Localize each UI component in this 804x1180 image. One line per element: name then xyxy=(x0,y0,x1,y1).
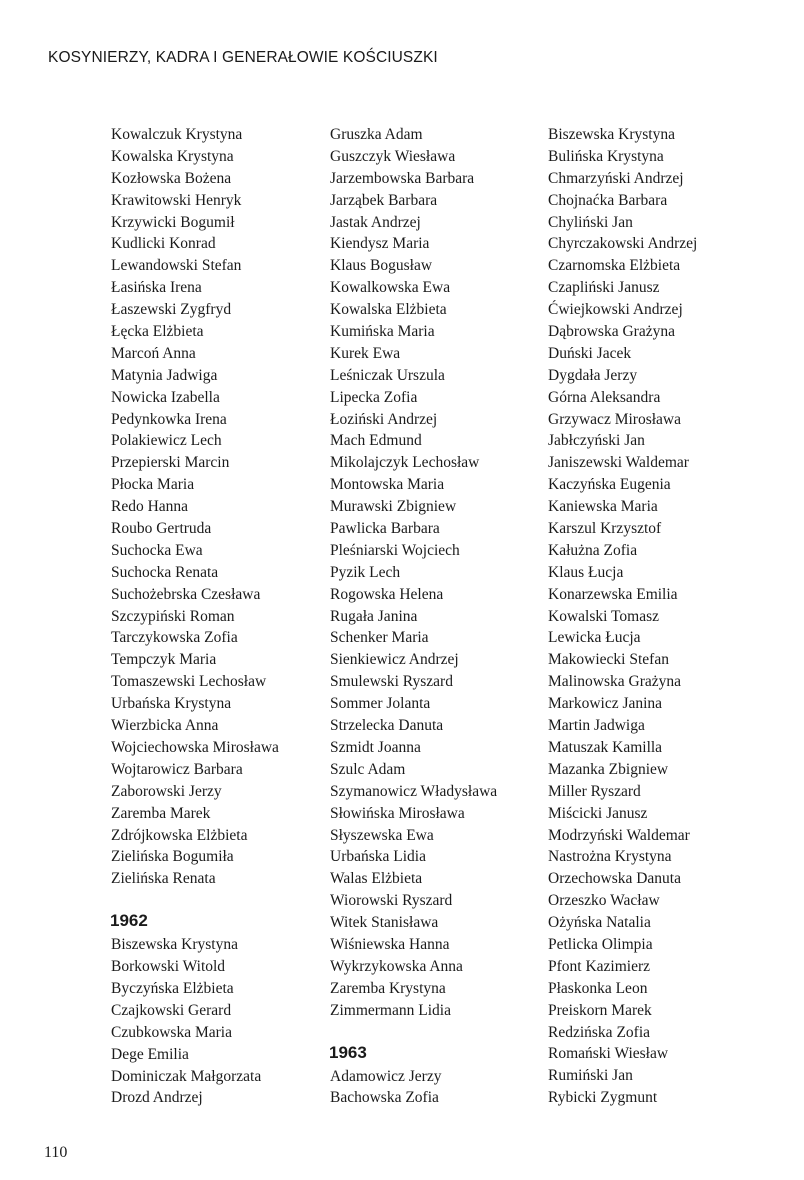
list-item: Mach Edmund xyxy=(330,432,422,450)
name-list xyxy=(111,124,321,890)
name-list xyxy=(548,124,788,1109)
list-item: Kowalski Tomasz xyxy=(548,607,659,625)
list-item: Szymanowicz Władysława xyxy=(330,782,498,800)
list-item: Kowalczuk Krystyna xyxy=(111,126,243,143)
list-item: Strzelecka Danuta xyxy=(330,717,444,735)
name-column-3 xyxy=(548,124,788,1109)
list-item: Jastak Andrzej xyxy=(330,213,421,231)
list-item: Makowiecki Stefan xyxy=(548,651,669,669)
list-item: Biszewska Krystyna xyxy=(548,126,675,143)
list-item: Grzywacz Mirosława xyxy=(548,410,681,428)
list-item: Pyzik Lech xyxy=(330,563,401,581)
list-item: Marcoń Anna xyxy=(111,344,196,362)
list-item: Zimmermann Lidia xyxy=(330,1001,451,1019)
list-item: Kumińska Maria xyxy=(330,323,435,341)
list-item: Malinowska Grażyna xyxy=(548,673,681,691)
name-list-1963 xyxy=(330,1066,540,1110)
name-column-2 xyxy=(330,124,540,1109)
list-item: Adamowicz Jerzy xyxy=(330,1067,442,1085)
list-item: Wiśniewska Hanna xyxy=(330,935,450,953)
list-item: Murawski Zbigniew xyxy=(330,498,457,516)
list-item: Gruszka Adam xyxy=(330,126,423,143)
list-item: Orzeszko Wacław xyxy=(548,892,660,910)
list-item: Krzywicki Bogumił xyxy=(111,213,235,231)
list-item: Sommer Jolanta xyxy=(330,695,431,713)
list-item: Duński Jacek xyxy=(548,344,632,362)
list-item: Łęcka Elżbieta xyxy=(111,323,204,341)
list-item: Zaremba Krystyna xyxy=(330,979,446,997)
list-item: Zaborowski Jerzy xyxy=(111,782,222,800)
list-item: Szulc Adam xyxy=(330,760,406,778)
list-item: Dąbrowska Grażyna xyxy=(548,323,675,341)
name-column-1 xyxy=(111,124,321,1109)
list-item: Wierzbicka Anna xyxy=(111,717,219,735)
list-item: Pawlicka Barbara xyxy=(330,520,440,538)
list-item: Leśniczak Urszula xyxy=(330,366,445,384)
list-item: Suchocka Renata xyxy=(111,563,219,581)
list-item: Miścicki Janusz xyxy=(548,804,648,822)
list-item: Nastrożna Krystyna xyxy=(548,848,672,866)
list-item: Ożyńska Natalia xyxy=(548,914,651,932)
list-item: Bulińska Krystyna xyxy=(548,147,664,165)
list-item: Smulewski Ryszard xyxy=(330,673,453,691)
list-item: Płaskonka Leon xyxy=(548,979,648,997)
list-item: Karszul Krzysztof xyxy=(548,520,662,538)
list-item: Jarząbek Barbara xyxy=(330,191,438,209)
list-item: Słyszewska Ewa xyxy=(330,826,434,844)
page-number: 110 xyxy=(44,1144,68,1161)
list-item: Roubo Gertruda xyxy=(111,520,212,538)
list-item: Rugała Janina xyxy=(330,607,418,625)
list-item: Dygdała Jerzy xyxy=(548,366,638,384)
list-item: Zielińska Renata xyxy=(111,870,216,888)
list-item: Kaniewska Maria xyxy=(548,498,658,516)
list-item: Dege Emilia xyxy=(111,1045,189,1063)
list-item: Tempczyk Maria xyxy=(111,651,217,669)
list-item: Modrzyński Waldemar xyxy=(548,826,690,844)
list-item: Mikolajczyk Lechosław xyxy=(330,454,480,472)
list-item: Szmidt Joanna xyxy=(330,738,421,756)
list-item: Czapliński Janusz xyxy=(548,279,660,297)
list-item: Wojciechowska Mirosława xyxy=(111,738,279,756)
list-item: Schenker Maria xyxy=(330,629,429,647)
list-item: Kowalkowska Ewa xyxy=(330,279,451,297)
list-item: Dominiczak Małgorzata xyxy=(111,1067,262,1085)
list-item: Romański Wiesław xyxy=(548,1045,669,1063)
list-item: Urbańska Lidia xyxy=(330,848,426,866)
list-item: Czubkowska Maria xyxy=(111,1023,232,1041)
list-item: Konarzewska Emilia xyxy=(548,585,678,603)
list-item: Drozd Andrzej xyxy=(111,1089,203,1107)
year-heading-1962: 1962 xyxy=(110,911,148,931)
list-item: Czarnomska Elżbieta xyxy=(548,257,681,275)
list-item: Guszczyk Wiesława xyxy=(330,147,456,165)
list-item: Kurek Ewa xyxy=(330,344,401,362)
list-item: Polakiewicz Lech xyxy=(111,432,222,450)
list-item: Montowska Maria xyxy=(330,476,445,494)
year-heading-1963: 1963 xyxy=(329,1042,367,1062)
list-item: Pleśniarski Wojciech xyxy=(330,541,460,559)
list-item: Bachowska Zofia xyxy=(330,1089,439,1107)
list-item: Tomaszewski Lechosław xyxy=(111,673,267,691)
list-item: Płocka Maria xyxy=(111,476,195,494)
list-item: Chojnaćka Barbara xyxy=(548,191,668,209)
list-item: Klaus Bogusław xyxy=(330,257,433,275)
list-item: Górna Aleksandra xyxy=(548,388,661,406)
list-item: Jarzembowska Barbara xyxy=(330,169,475,187)
list-item: Kaczyńska Eugenia xyxy=(548,476,671,494)
list-item: Kowalska Elżbieta xyxy=(330,301,447,319)
list-item: Lewandowski Stefan xyxy=(111,257,242,275)
list-item: Matuszak Kamilla xyxy=(548,738,663,756)
list-item: Kałużna Zofia xyxy=(548,541,638,559)
list-item: Miller Ryszard xyxy=(548,782,641,800)
list-item: Kozłowska Bożena xyxy=(111,169,232,187)
list-item: Chmarzyński Andrzej xyxy=(548,169,684,187)
list-item: Pfont Kazimierz xyxy=(548,957,651,975)
list-item: Kowalska Krystyna xyxy=(111,147,234,165)
list-item: Lipecka Zofia xyxy=(330,388,418,406)
list-item: Sienkiewicz Andrzej xyxy=(330,651,459,669)
list-item: Rybicki Zygmunt xyxy=(548,1089,658,1107)
list-item: Klaus Łucja xyxy=(548,563,624,581)
list-item: Suchożebrska Czesława xyxy=(111,585,261,603)
list-item: Markowicz Janina xyxy=(548,695,663,713)
list-item: Mazanka Zbigniew xyxy=(548,760,669,778)
list-item: Orzechowska Danuta xyxy=(548,870,681,888)
running-header: KOSYNIERZY, KADRA I GENERAŁOWIE KOŚCIUSZKI xyxy=(48,49,438,66)
list-item: Tarczykowska Zofia xyxy=(111,629,238,647)
list-item: Ćwiejkowski Andrzej xyxy=(548,301,683,319)
list-item: Kudlicki Konrad xyxy=(111,235,216,253)
list-item: Borkowski Witold xyxy=(111,958,226,976)
name-list-1962 xyxy=(111,934,321,1109)
list-item: Łoziński Andrzej xyxy=(330,410,438,428)
list-item: Chyrczakowski Andrzej xyxy=(548,235,698,253)
list-item: Byczyńska Elżbieta xyxy=(111,979,234,997)
list-item: Zdrójkowska Elżbieta xyxy=(111,826,248,844)
name-list xyxy=(330,124,540,1022)
list-item: Zaremba Marek xyxy=(111,804,211,822)
list-item: Łaszewski Zygfryd xyxy=(111,301,232,319)
list-item: Łasińska Irena xyxy=(111,279,202,297)
list-item: Walas Elżbieta xyxy=(330,870,423,888)
list-item: Wojtarowicz Barbara xyxy=(111,760,243,778)
list-item: Martin Jadwiga xyxy=(548,717,645,735)
list-item: Przepierski Marcin xyxy=(111,454,230,472)
list-item: Słowińska Mirosława xyxy=(330,804,465,822)
list-item: Jabłczyński Jan xyxy=(548,432,645,450)
list-item: Wykrzykowska Anna xyxy=(330,957,463,975)
list-item: Urbańska Krystyna xyxy=(111,695,232,713)
list-item: Lewicka Łucja xyxy=(548,629,641,647)
list-item: Szczypiński Roman xyxy=(111,607,235,625)
list-item: Rogowska Helena xyxy=(330,585,444,603)
list-item: Suchocka Ewa xyxy=(111,541,203,559)
list-item: Redzińska Zofia xyxy=(548,1023,651,1041)
list-item: Chyliński Jan xyxy=(548,213,633,231)
list-item: Zielińska Bogumiła xyxy=(111,848,234,866)
list-item: Biszewska Krystyna xyxy=(111,936,238,954)
list-item: Petlicka Olimpia xyxy=(548,935,653,953)
list-item: Wiorowski Ryszard xyxy=(330,892,453,910)
list-item: Pedynkowka Irena xyxy=(111,410,227,428)
list-item: Czajkowski Gerard xyxy=(111,1001,232,1019)
list-item: Kiendysz Maria xyxy=(330,235,430,253)
list-item: Rumiński Jan xyxy=(548,1067,633,1085)
list-item: Nowicka Izabella xyxy=(111,388,220,406)
list-item: Janiszewski Waldemar xyxy=(548,454,689,472)
list-item: Redo Hanna xyxy=(111,498,189,516)
list-item: Witek Stanisława xyxy=(330,914,439,932)
list-item: Matynia Jadwiga xyxy=(111,366,218,384)
list-item: Preiskorn Marek xyxy=(548,1001,652,1019)
list-item: Krawitowski Henryk xyxy=(111,191,242,209)
